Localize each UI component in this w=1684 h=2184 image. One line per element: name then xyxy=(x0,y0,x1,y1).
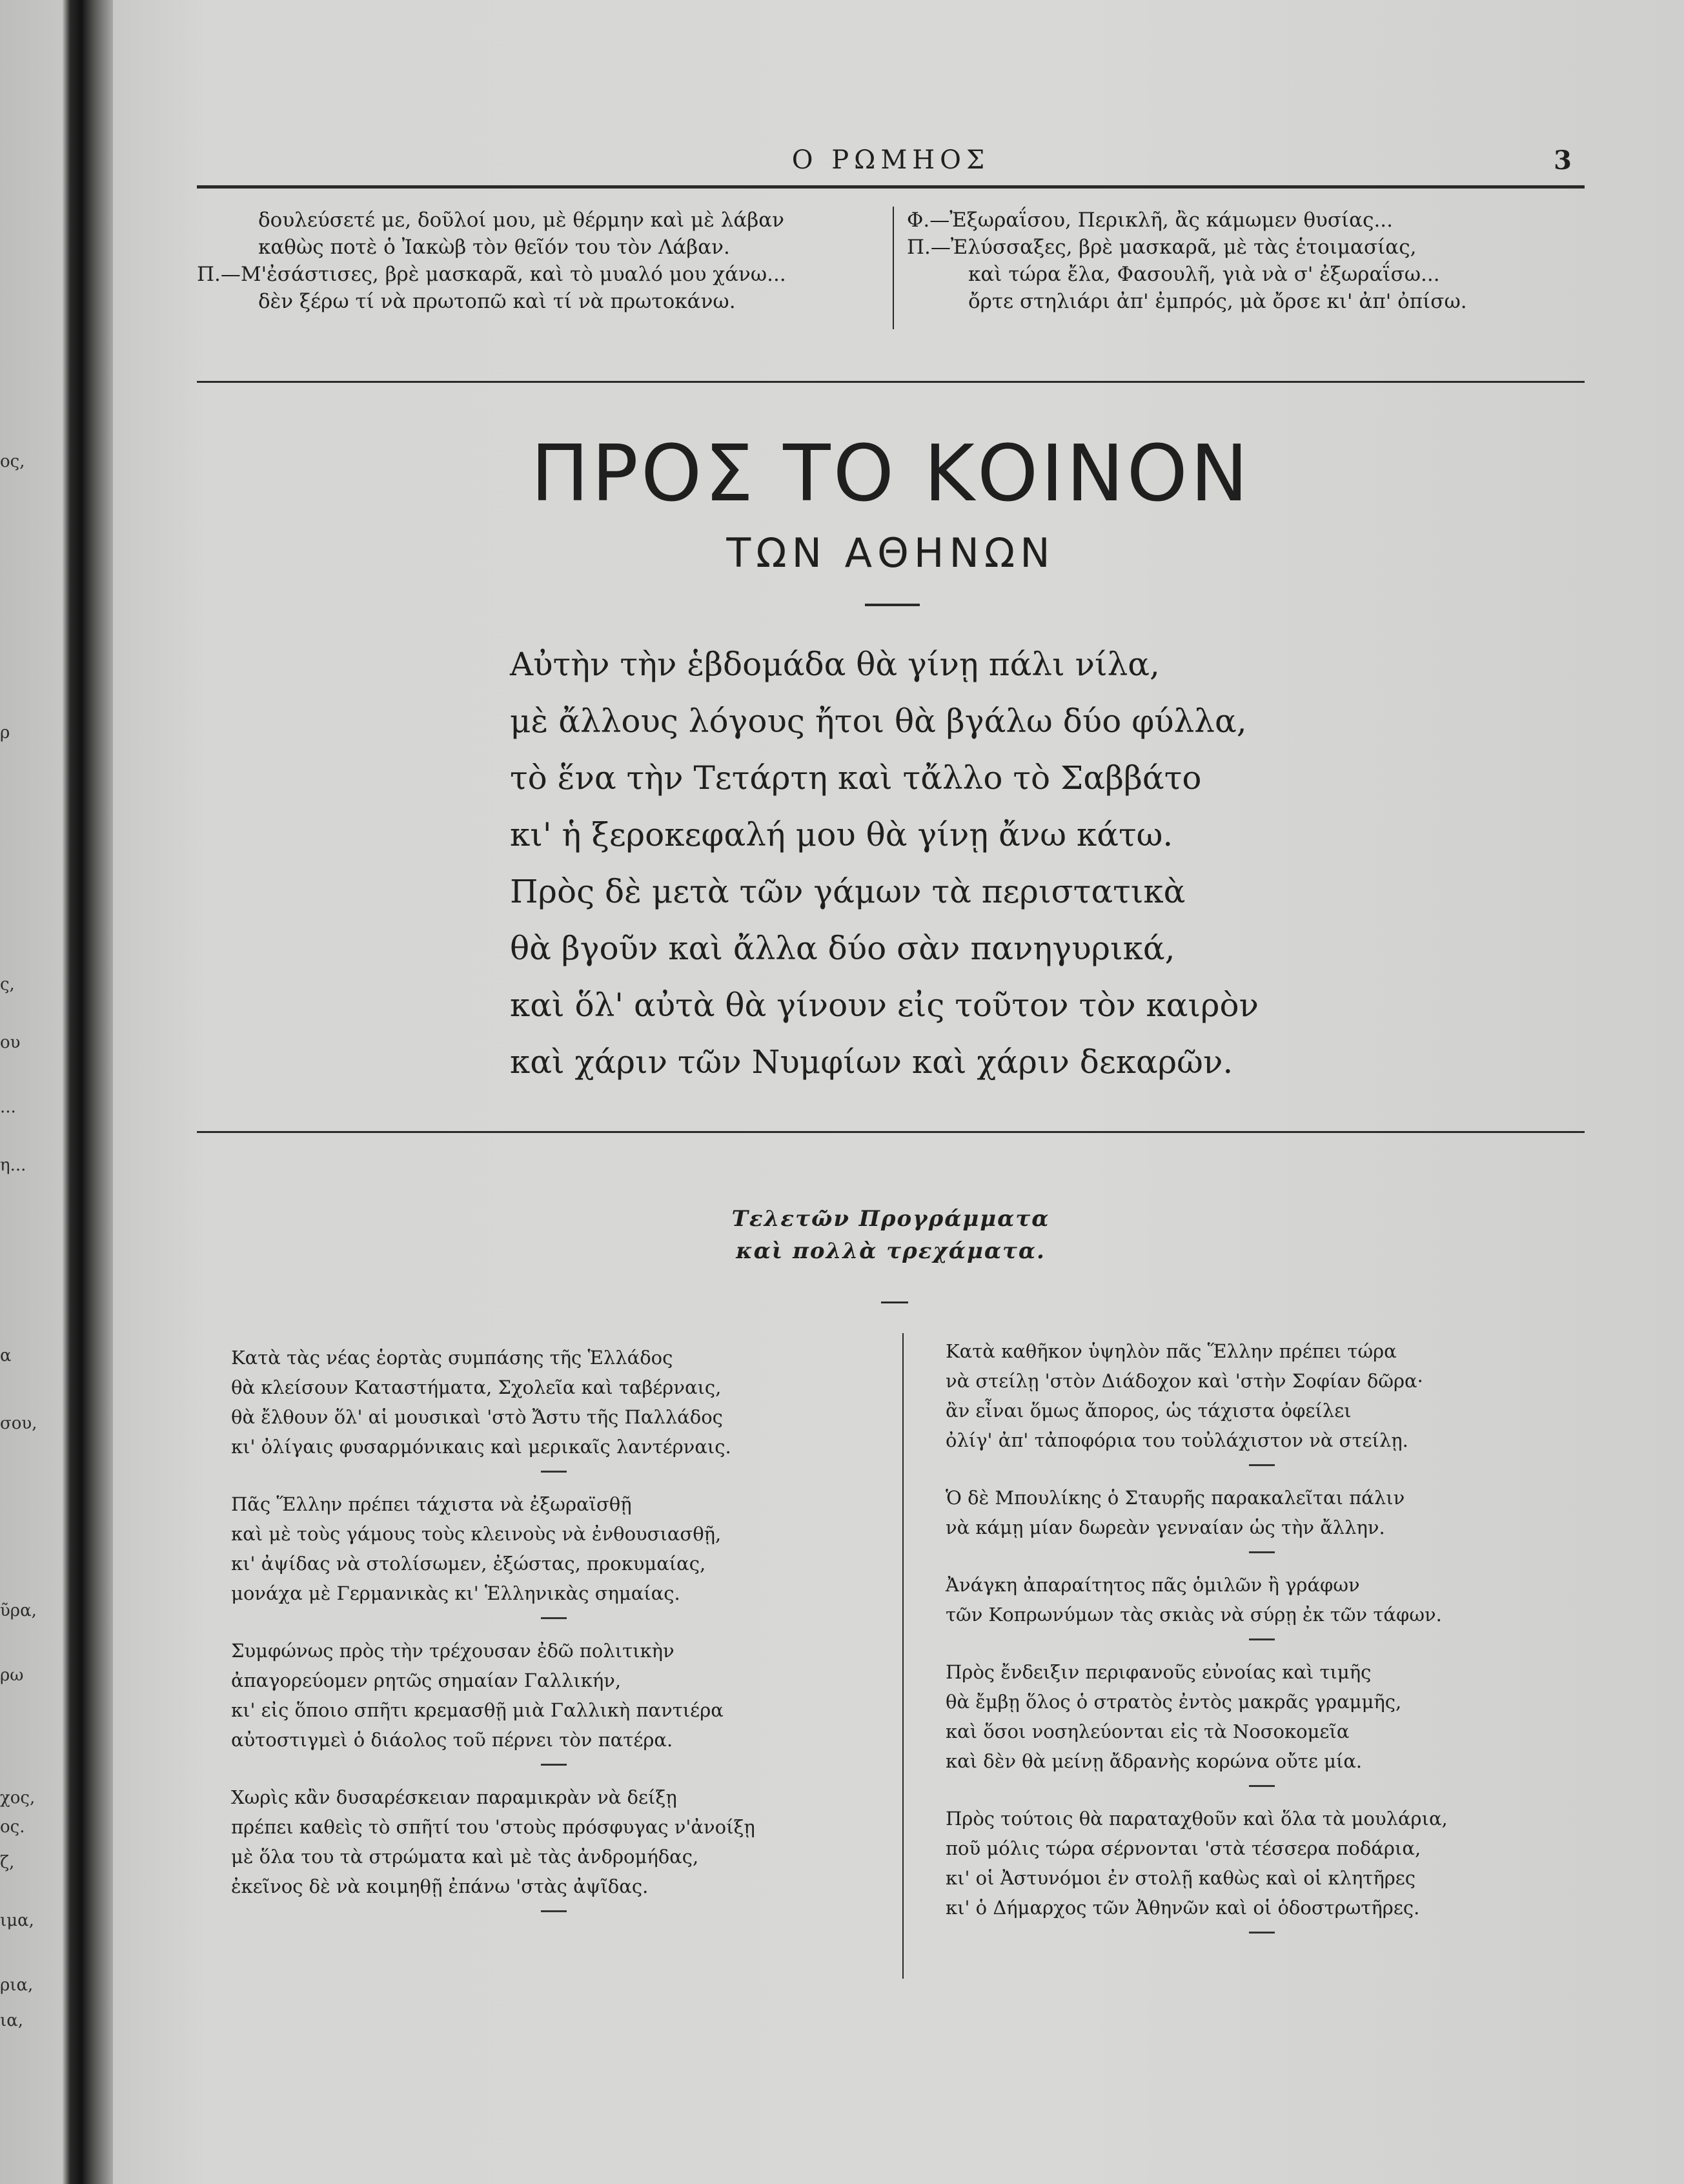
stanza-line: ὀλίγ' ἀπ' τἀποφόρια του τοὐλάχιστον νὰ στείλῃ. xyxy=(946,1429,1408,1451)
edge-fragment: ος, xyxy=(0,452,25,471)
column-divider xyxy=(902,1333,904,1979)
running-title: Ο ΡΩΜΗΟΣ xyxy=(791,145,990,175)
stanza-line: Κατὰ καθῆκον ὑψηλὸν πᾶς Ἕλλην πρέπει τώρα xyxy=(946,1340,1397,1362)
stanza-line: κι' ὁ Δήμαρχος τῶν Ἀθηνῶν καὶ οἱ ὁδοστρωτῆρες. xyxy=(946,1897,1420,1919)
stanza-line: Πρὸς τούτοις θὰ παραταχθοῦν καὶ ὅλα τὰ μουλάρια, xyxy=(946,1808,1448,1830)
edge-fragment: ου xyxy=(0,1033,21,1052)
dialogue-line: Π.—Μ'ἐσάστισες, βρὲ μασκαρᾶ, καὶ τὸ μυαλό μου χάνω... xyxy=(197,263,786,286)
stanza-line: τῶν Κοπρωνύμων τὰς σκιὰς νὰ σύρῃ ἐκ τῶν τάφων. xyxy=(946,1604,1442,1626)
stanza-separator xyxy=(541,1471,567,1473)
edge-fragment: η... xyxy=(0,1156,26,1175)
stanza-line: θὰ κλείσουν Καταστήματα, Σχολεῖα καὶ ταβέρναις, xyxy=(231,1376,722,1398)
edge-fragment: ιμα, xyxy=(0,1911,34,1930)
stanza-line: ποῦ μόλις τώρα σέρνονται 'στὰ τέσσερα ποδάρια, xyxy=(946,1837,1421,1859)
dialogue-line: καὶ τώρα ἔλα, Φασουλῆ, γιὰ νὰ σ' ἐξωραΐσω... xyxy=(968,263,1440,286)
stanza-line: Ὁ δὲ Μπουλίκης ὁ Σταυρῆς παρακαλεῖται πάλιν xyxy=(946,1487,1405,1509)
program-stanza xyxy=(231,1782,755,1901)
edge-fragment: α xyxy=(0,1346,12,1365)
edge-fragment: ῦρα, xyxy=(0,1601,37,1620)
page-gutter xyxy=(0,0,113,2184)
stanza-line: κι' ὀλίγαις φυσαρμόνικαις καὶ μερικαῖς λαντέρναις. xyxy=(231,1436,731,1458)
poem-line: τὸ ἕνα τὴν Τετάρτη καὶ τἄλλο τὸ Σαββάτο xyxy=(510,759,1202,797)
stanza-separator xyxy=(541,1617,567,1619)
stanza-line: καὶ ὅσοι νοσηλεύονται εἰς τὰ Νοσοκομεῖα xyxy=(946,1720,1350,1742)
stanza-separator xyxy=(541,1764,567,1766)
header-rule xyxy=(197,185,1585,189)
stanza-separator xyxy=(1249,1932,1275,1934)
program-stanza xyxy=(231,1343,755,1462)
stanza-line: αὐτοστιγμεὶ ὁ διάολος τοῦ πέρνει τὸν πατέρα. xyxy=(231,1729,673,1751)
stanza-line: πρέπει καθεὶς τὸ σπῆτί του 'στοὺς πρόσφυγας ν'ἀνοίξῃ xyxy=(231,1816,755,1838)
dialogue-line: Π.—Ἐλύσσαξες, βρὲ μασκαρᾶ, μὲ τὰς ἑτοιμασίας, xyxy=(907,236,1417,259)
program-stanza xyxy=(231,1489,755,1608)
stanza-line: ἀπαγορεύομεν ρητῶς σημαίαν Γαλλικήν, xyxy=(231,1669,622,1691)
program-stanza xyxy=(946,1336,1448,1455)
short-rule xyxy=(881,1301,908,1303)
stanza-line: Κατὰ τὰς νέας ἑορτὰς συμπάσης τῆς Ἑλλάδος xyxy=(231,1347,673,1369)
stanza-line: Πᾶς Ἕλλην πρέπει τάχιστα νὰ ἐξωραϊσθῇ xyxy=(231,1493,632,1515)
edge-fragment: ος. xyxy=(0,1817,25,1837)
short-rule xyxy=(865,604,920,606)
edge-fragment: σου, xyxy=(0,1414,37,1433)
poem-line: Πρὸς δὲ μετὰ τῶν γάμων τὰ περιστατικὰ xyxy=(510,873,1186,910)
page-number: 3 xyxy=(1554,145,1572,176)
programs-right-column xyxy=(946,1336,1448,1950)
stanza-line: θὰ ἔμβῃ ὅλος ὁ στρατὸς ἐντὸς μακρᾶς γραμμῆς, xyxy=(946,1691,1402,1713)
stanza-line: Ἀνάγκη ἀπαραίτητος πᾶς ὁμιλῶν ἢ γράφων xyxy=(946,1574,1360,1596)
dialogue-line: Φ.—Ἐξωραΐσου, Περικλῆ, ἂς κάμωμεν θυσίας... xyxy=(907,209,1394,232)
dialogue-line: δὲν ξέρω τί νὰ πρωτοπῶ καὶ τί νὰ πρωτοκάνω. xyxy=(258,290,736,313)
dialogue-line: δουλεύσετέ με, δοῦλοί μου, μὲ θέρμην καὶ μὲ λάβαν xyxy=(258,209,785,232)
program-stanza xyxy=(231,1636,755,1755)
poem-line: θὰ βγοῦν καὶ ἄλλα δύο σὰν πανηγυρικά, xyxy=(510,930,1175,967)
stanza-separator xyxy=(1249,1638,1275,1640)
stanza-line: Χωρὶς κἂν δυσαρέσκειαν παραμικρὰν νὰ δείξῃ xyxy=(231,1786,677,1808)
stanza-line: κι' οἱ Ἀστυνόμοι ἐν στολῇ καθὼς καὶ οἱ κλητῆρες xyxy=(946,1867,1416,1889)
edge-fragment: ς, xyxy=(0,975,15,994)
stanza-separator xyxy=(1249,1785,1275,1787)
program-stanza xyxy=(946,1804,1448,1923)
poem-line: καὶ ὅλ' αὐτὰ θὰ γίνουν εἰς τοῦτον τὸν καιρὸν xyxy=(510,986,1259,1024)
dialogue-line: καθὼς ποτὲ ὁ Ἰακὼβ τὸν θεῖόν του τὸν Λάβαν. xyxy=(258,236,730,259)
edge-fragment: χος, xyxy=(0,1788,36,1808)
stanza-line: ἐκεῖνος δὲ νὰ κοιμηθῇ ἐπάνω 'στὰς ἀψῖδας. xyxy=(231,1875,649,1897)
edge-fragment: ζ, xyxy=(0,1853,15,1872)
stanza-separator xyxy=(1249,1464,1275,1466)
program-stanza xyxy=(946,1570,1448,1629)
stanza-line: θὰ ἔλθουν ὅλ' αἱ μουσικαὶ 'στὸ Ἄστυ τῆς Παλλάδος xyxy=(231,1406,723,1428)
edge-fragment: ρια, xyxy=(0,1975,34,1995)
stanza-line: μὲ ὅλα του τὰ στρώματα καὶ μὲ τὰς ἀνδρομήδας, xyxy=(231,1846,699,1868)
section-rule xyxy=(197,1131,1585,1133)
poem-line: κι' ἡ ξεροκεφαλή μου θὰ γίνῃ ἄνω κάτω. xyxy=(510,816,1173,853)
stanza-separator xyxy=(541,1910,567,1912)
edge-fragment: ... xyxy=(0,1097,16,1117)
announcement-subtitle: ΤΩΝ ΑΘΗΝΩΝ xyxy=(726,529,1055,577)
stanza-separator xyxy=(1249,1551,1275,1553)
stanza-line: νὰ στείλῃ 'στὸν Διάδοχον καὶ 'στὴν Σοφίαν δῶρα· xyxy=(946,1370,1423,1392)
poem-line: καὶ χάριν τῶν Νυμφίων καὶ χάριν δεκαρῶν. xyxy=(510,1043,1233,1081)
page-header xyxy=(200,145,1581,178)
dialogue-right xyxy=(907,207,1467,315)
program-stanza xyxy=(946,1483,1448,1542)
stanza-line: μονάχα μὲ Γερμανικὰς κι' Ἑλληνικὰς σημαίας. xyxy=(231,1582,680,1604)
announcement-title: ΠΡΟΣ ΤΟ ΚΟΙΝΟΝ xyxy=(531,429,1251,519)
programs-title: Τελετῶν Προγράμματα xyxy=(731,1206,1050,1232)
stanza-line: Συμφώνως πρὸς τὴν τρέχουσαν ἐδῶ πολιτικὴν xyxy=(231,1640,675,1662)
section-rule xyxy=(197,381,1585,383)
stanza-line: καὶ δὲν θὰ μείνῃ ἄδρανὴς κορώνα οὔτε μία. xyxy=(946,1750,1363,1772)
stanza-line: ἂν εἶναι ὅμως ἄπορος, ὡς τάχιστα ὀφείλει xyxy=(946,1400,1352,1422)
poem-line: μὲ ἄλλους λόγους ἤτοι θὰ βγάλω δύο φύλλα, xyxy=(510,702,1247,740)
programs-left-column xyxy=(231,1343,755,1929)
edge-fragment: ρ xyxy=(0,723,10,742)
stanza-line: καὶ μὲ τοὺς γάμους τοὺς κλεινοὺς νὰ ἐνθουσιασθῇ, xyxy=(231,1523,722,1545)
column-divider xyxy=(893,207,894,329)
dialogue-line: ὄρτε στηλιάρι ἀπ' ἐμπρός, μὰ ὄρσε κι' ἀπ' ὀπίσω. xyxy=(968,290,1467,313)
stanza-line: κι' ἀψίδας νὰ στολίσωμεν, ἐξώστας, προκυμαίας, xyxy=(231,1553,706,1575)
stanza-line: Πρὸς ἔνδειξιν περιφανοῦς εὐνοίας καὶ τιμῆς xyxy=(946,1661,1372,1683)
edge-fragment: ια, xyxy=(0,2011,24,2030)
poem-line: Αὐτὴν τὴν ἑβδομάδα θὰ γίνῃ πάλι νίλα, xyxy=(510,646,1160,683)
programs-subtitle: καὶ πολλὰ τρεχάματα. xyxy=(736,1238,1046,1264)
edge-fragment: ρω xyxy=(0,1666,24,1685)
stanza-line: νὰ κάμῃ μίαν δωρεὰν γενναίαν ὡς τὴν ἄλλην. xyxy=(946,1516,1385,1538)
announcement-poem xyxy=(510,636,1259,1090)
stanza-line: κι' εἰς ὅποιο σπῆτι κρεμασθῇ μιὰ Γαλλικὴ παντιέρα xyxy=(231,1699,724,1721)
dialogue-left xyxy=(197,207,786,315)
program-stanza xyxy=(946,1657,1448,1776)
